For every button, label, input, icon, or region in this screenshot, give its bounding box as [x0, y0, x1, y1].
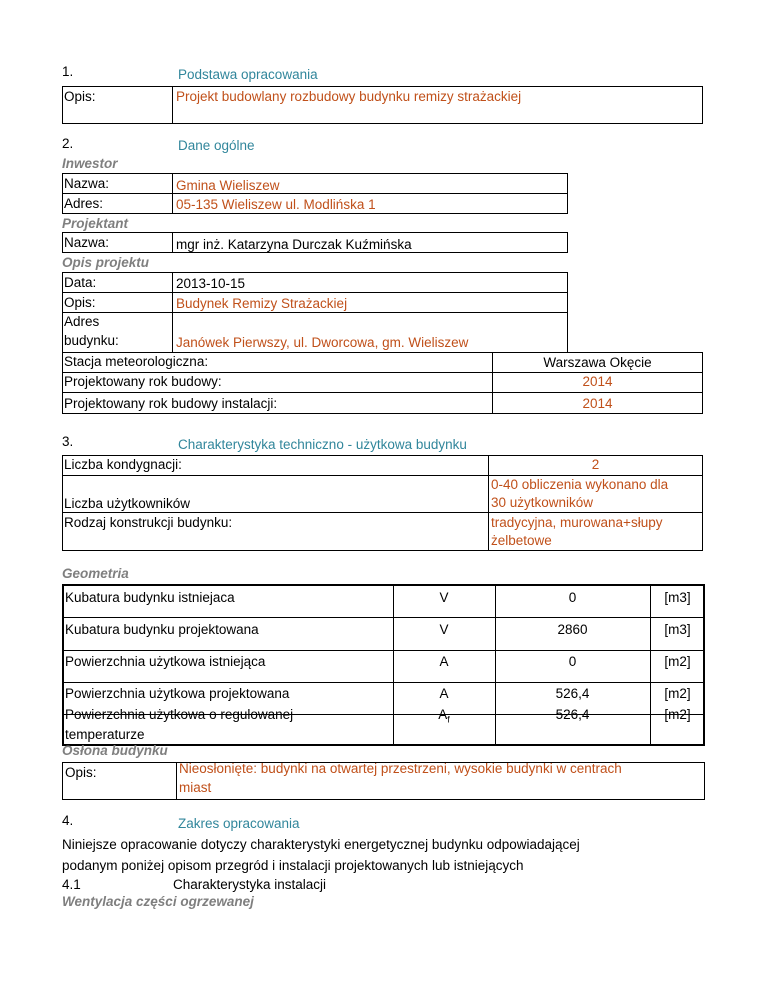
section-2-number: 2.: [62, 136, 74, 151]
geo-name: Kubatura budynku istniejaca: [65, 590, 235, 605]
oslona-opis-label: Opis:: [65, 765, 97, 780]
geo-value: 2860: [557, 622, 588, 637]
geo-value: 0: [568, 590, 577, 605]
geo-symbol: V: [439, 622, 449, 637]
section-4-number: 4.: [62, 813, 74, 828]
section-2-title: Dane ogólne: [178, 138, 255, 153]
uzytkownicy-value-2: 30 użytkowników: [491, 495, 594, 510]
uzytkownicy-label: Liczba użytkowników: [64, 496, 191, 511]
oslona-opis-2: miast: [179, 780, 212, 795]
geo-symbol: A: [439, 686, 449, 701]
geo-name: Powierzchnia użytkowa o regulowanej: [65, 707, 294, 722]
rok-inst-value: 2014: [582, 396, 613, 411]
konstrukcja-label: Rodzaj konstrukcji budynku:: [64, 515, 233, 530]
inwestor-adres: 05-135 Wieliszew ul. Modlińska 1: [176, 197, 376, 212]
opis-projektu-label: Opis:: [64, 295, 96, 310]
zakres-paragraph-2: podanym poniżej opisom przegród i instalacji projektowanych lub istniejących: [62, 858, 524, 873]
opis-projektu-value: Budynek Remizy Strażackiej: [176, 296, 348, 311]
section-3-title: Charakterystyka techniczno - użytkowa budynku: [178, 437, 467, 452]
konstrukcja-value-1: tradycyjna, murowana+słupy: [491, 515, 663, 530]
inwestor-nazwa-label: Nazwa:: [64, 176, 110, 191]
geo-name: Kubatura budynku projektowana: [65, 622, 259, 637]
geo-symbol: $A_f$: [438, 707, 450, 725]
geo-name: Powierzchnia użytkowa projektowana: [65, 686, 290, 701]
geo-unit: [m2]: [664, 654, 691, 669]
section-4-title: Zakres opracowania: [178, 816, 300, 831]
rok-inst-label: Projektowany rok budowy instalacji:: [64, 396, 278, 411]
section-1-number: 1.: [62, 64, 74, 79]
section-1-title: Podstawa opracowania: [178, 67, 318, 82]
oslona-opis-1: Nieosłonięte: budynki na otwartej przestrzeni, wysokie budynki w centrach: [179, 761, 622, 776]
stacja-label: Stacja meteorologiczna:: [64, 354, 209, 369]
opis-value: Projekt budowlany rozbudowy budynku remizy strażackiej: [176, 89, 522, 104]
subsection-number: 4.1: [62, 877, 81, 892]
geo-value: 526,4: [555, 707, 590, 722]
geo-unit: [m3]: [664, 622, 691, 637]
kondygnacje-label: Liczba kondygnacji:: [64, 457, 182, 472]
projektant-heading: Projektant: [62, 216, 129, 231]
geo-value: 0: [568, 654, 577, 669]
adres-budynku-value: Janówek Pierwszy, ul. Dworcowa, gm. Wieliszew: [176, 335, 469, 350]
geo-symbol: A: [439, 654, 449, 669]
geo-value: 526,4: [555, 686, 590, 701]
rok-label: Projektowany rok budowy:: [64, 374, 222, 389]
opis-projektu-heading: Opis projektu: [62, 255, 150, 270]
geo-symbol: V: [439, 590, 449, 605]
oslona-heading: Osłona budynku: [62, 743, 168, 758]
stacja-value: Warszawa Okęcie: [543, 355, 652, 370]
subsection-title: Charakterystyka instalacji: [173, 877, 327, 892]
geo-unit: [m2]: [664, 686, 691, 701]
geo-unit: [m3]: [664, 590, 691, 605]
section-3-number: 3.: [62, 434, 74, 449]
geo-name: Powierzchnia użytkowa istniejąca: [65, 654, 266, 669]
rok-value: 2014: [582, 374, 613, 389]
opis-label: Opis:: [64, 89, 96, 104]
data-value: 2013-10-15: [176, 276, 246, 291]
geometria-heading: Geometria: [62, 566, 129, 581]
inwestor-nazwa: Gmina Wieliszew: [176, 178, 280, 193]
wentylacja-heading: Wentylacja części ogrzewanej: [62, 894, 254, 909]
uzytkownicy-value-1: 0-40 obliczenia wykonano dla: [491, 477, 669, 492]
geo-name-line-2: temperaturze: [65, 727, 145, 742]
inwestor-heading: Inwestor: [62, 156, 118, 171]
adres-budynku-label-2: budynku:: [64, 333, 119, 348]
inwestor-adres-label: Adres:: [64, 196, 104, 211]
zakres-paragraph-1: Niniejsze opracowanie dotyczy charakterystyki energetycznej budynku odpowiadającej: [62, 837, 580, 852]
projektant-nazwa: mgr inż. Katarzyna Durczak Kuźmińska: [176, 237, 412, 252]
projektant-nazwa-label: Nazwa:: [64, 235, 110, 250]
kondygnacje-value: 2: [591, 457, 600, 472]
data-label: Data:: [64, 275, 97, 290]
adres-budynku-label-1: Adres: [64, 314, 100, 329]
konstrukcja-value-2: żelbetowe: [491, 533, 552, 548]
geo-unit: [m2]: [664, 707, 691, 722]
